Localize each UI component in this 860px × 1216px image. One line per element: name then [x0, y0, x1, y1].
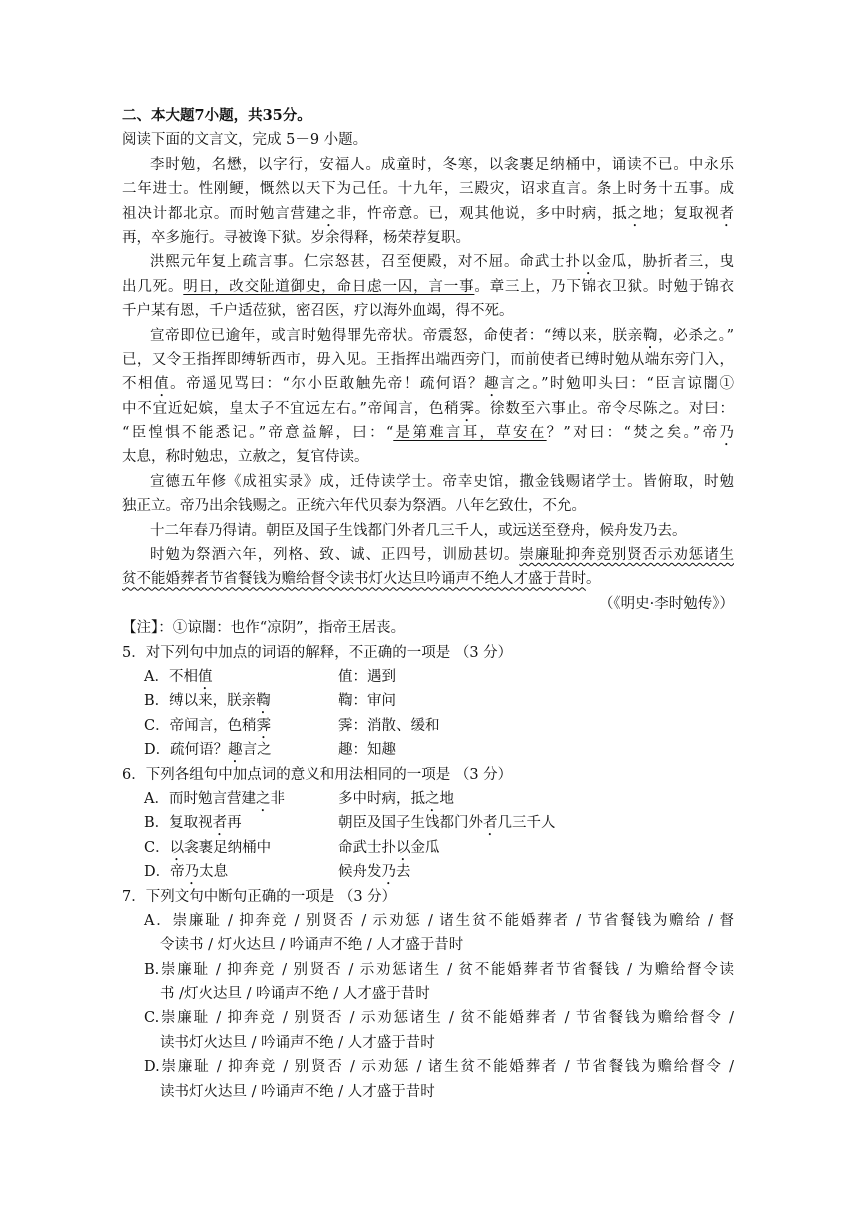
- text-run: 言之。”时勉叩头曰：“臣言谅闇①: [500, 376, 735, 393]
- underlined-sentence: 明日，改交阯道御史，命日虑一囚，言一事: [183, 278, 475, 295]
- text-run: 洪熙元年复上疏言事。仁宗怒甚，召至便殿，对不屈。命武士扑: [150, 254, 581, 271]
- option-b: B．缚以来，朕亲鞫 鞫：审问: [144, 693, 396, 710]
- passage-line: [122, 470, 734, 494]
- dotted-word: 趣: [484, 376, 501, 393]
- passage-line: [122, 177, 734, 201]
- underlined-sentence: 是第难言耳，草安在: [393, 425, 547, 442]
- passage-line: [122, 421, 734, 445]
- dotted-word: 者: [719, 205, 735, 222]
- text-run: 金瓜，胁折者三，曳: [596, 254, 735, 271]
- text-run: 中不宜近妃嫔，皇太子不宜远左右。”帝闻言，色稍: [122, 400, 460, 417]
- text-run: 地；复取视: [642, 205, 720, 222]
- option-d: D．疏何语？趣言之 趣：知趣: [144, 742, 396, 759]
- option-b: B.崇廉耻 / 抑奔竞 / 别贤否 / 示劝惩诸生 / 贫不能婚葬者节省餐钱 / 为赡给督令读: [144, 961, 734, 978]
- option-d-cont: 读书灯火达旦 / 吟诵声不绝 / 人才盛于昔时: [160, 1083, 435, 1100]
- passage-paragraph-3: [122, 324, 734, 470]
- text-run: 再，卒多施行。寻被谗下狱。岁余得释，杨荣荐复职。: [122, 229, 470, 246]
- wavy-underlined-text: 崇廉耻抑奔竞别贤否示劝惩诸生: [519, 547, 734, 564]
- dotted-word: 趣: [228, 742, 243, 759]
- instructions: 阅读下面的文言文，完成 5－9 小题。: [122, 132, 368, 149]
- dotted-word: 值: [154, 376, 171, 393]
- text-run: 。帝遥见骂曰：“尔小臣敢触先帝！疏何语？: [170, 376, 485, 393]
- option-c: C．帝闻言，色稍霁 霁：消散、缓和: [144, 717, 440, 734]
- passage-paragraph-2: [122, 250, 734, 323]
- text-run: ？”对曰：“焚之矣。”帝: [546, 425, 720, 442]
- passage-line: [122, 202, 734, 226]
- passage-line: [122, 372, 734, 396]
- option-d: D．帝乃太息 候舟发乃去: [144, 864, 411, 881]
- passage-paragraph-6: [122, 543, 734, 592]
- text-run: 独正立。帝乃出余钱赐之。正统六年代贝泰为祭酒。八年乞致仕，不允。: [122, 498, 586, 515]
- option-c-cont: 读书灯火达旦 / 吟诵声不绝 / 人才盛于昔时: [160, 1034, 435, 1051]
- passage-line: [122, 348, 734, 372]
- question-7: [122, 885, 734, 1105]
- passage-line: [122, 299, 734, 323]
- dotted-word: 之: [255, 790, 271, 807]
- text-run: ，必杀之。”: [658, 327, 734, 344]
- text-run: 宣德五年修《成祖实录》成，迁侍读学士。帝幸史馆，撒金钱赐诸学士。皆俯取，时勉: [150, 473, 734, 490]
- passage-paragraph-4: [122, 470, 734, 519]
- question-stem: 7．下列文句中断句正确的一项是 （3 分）: [122, 888, 397, 905]
- question-stem: 6．下列各组句中加点词的意义和用法相同的一项是 （3 分）: [122, 766, 513, 783]
- dotted-word: 鞫: [256, 693, 271, 710]
- text-run: 。徐数至六事止。帝令尽陈之。对曰：: [474, 400, 734, 417]
- passage-line: [122, 567, 734, 591]
- question-stem: 5．对下列句中加点的词语的解释，不正确的一项是 （3 分）: [122, 644, 513, 661]
- text-run: 出几死。: [122, 278, 184, 295]
- passage-line: [122, 226, 734, 250]
- passage-line: [122, 519, 734, 543]
- option-a: A．崇廉耻 / 抑奔竞 / 别贤否 / 示劝惩 / 诸生贫不能婚葬者 / 节省餐钱为赡给 / 督: [144, 912, 734, 929]
- passage-line: [122, 494, 734, 518]
- document-page: [122, 104, 734, 1104]
- text-run: 二年进士。性刚鲠，慨然以天下为己任。十九年，三殿灾，诏求直言。条上时务十五事。成: [122, 181, 734, 198]
- passage-paragraph-5: [122, 519, 734, 543]
- passage-line: [122, 153, 734, 177]
- text-run: 宣帝即位已逾年，或言时勉得罪先帝状。帝震怒，命使者：“缚以来，朕亲: [150, 327, 643, 344]
- dotted-word: 以: [169, 839, 185, 856]
- passage-line: [122, 397, 734, 421]
- question-5: [122, 641, 734, 763]
- text-run: 李时勉，名懋，以字行，安福人。成童时，冬寒，以衾裹足纳桶中，诵读不已。中永乐: [150, 156, 734, 173]
- passage-line: [122, 275, 734, 299]
- dotted-word: 霁: [459, 400, 475, 417]
- text-run: 。章三上，乃下锦衣卫狱。时勉于锦衣: [474, 278, 735, 295]
- passage-source: （《明史·李时勉传》）: [598, 595, 734, 612]
- text-run: 非，忤帝意。已，观其他说，多中时病，抵: [336, 205, 628, 222]
- text-run: 。: [586, 571, 601, 588]
- passage-line: [122, 543, 734, 567]
- dotted-word: 之: [321, 205, 337, 222]
- text-run: 祖决计都北京。而时勉言营建: [122, 205, 322, 222]
- passage-line: [122, 250, 734, 274]
- dotted-word: 霁: [256, 717, 272, 734]
- option-c: C．以衾裹足纳桶中 命武士扑以金瓜: [144, 839, 440, 856]
- option-c: C.崇廉耻 / 抑奔竞 / 别贤否 / 示劝惩诸生 / 贫不能婚葬者 / 节省餐钱为赡给督令 /: [144, 1010, 734, 1027]
- passage-line: [122, 445, 734, 469]
- dotted-word: 以: [580, 254, 597, 271]
- dotted-word: 鞫: [642, 327, 659, 344]
- dotted-word: 乃: [184, 864, 200, 881]
- section-header: 二、本大题7小题，共35分。: [122, 107, 312, 124]
- option-a-cont: 令读书 / 灯火达旦 / 吟诵声不绝 / 人才盛于昔时: [160, 937, 464, 954]
- footnote: 【注】：①谅闇：也作“凉阴”，指帝王居丧。: [122, 620, 406, 637]
- option-b: B．复取视者再 朝臣及国子生饯都门外者几三千人: [144, 815, 556, 832]
- text-run: 十二年春乃得请。朝臣及国子生饯都门外者几三千人，或远送至登舟，候舟发乃去。: [150, 522, 687, 539]
- text-run: 已，又令王指挥即缚斩西市，毋入见。王指挥出端西旁门，而前使者已缚时勉从端东旁门入，: [122, 351, 734, 368]
- text-run: 千户某有恩，千户适莅狱，密召医，疗以海外血竭，得不死。: [122, 303, 514, 320]
- dotted-word: 乃: [381, 864, 396, 881]
- wavy-underlined-text: 贫不能婚葬者节省餐钱为赡给督令读书灯火达旦吟诵声不绝人才盛于昔时: [122, 571, 586, 588]
- dotted-word: 者: [483, 815, 498, 832]
- dotted-word: 以: [396, 839, 411, 856]
- text-run: 时勉为祭酒六年，列格、致、诚、正四号，训励甚切。: [150, 547, 520, 564]
- passage-paragraph-1: [122, 153, 734, 251]
- dotted-word: 乃: [719, 425, 734, 442]
- text-run: 太息，称时勉忠，立赦之，复官侍读。: [122, 449, 369, 466]
- option-d: D.崇廉耻 / 抑奔竞 / 别贤否 / 示劝惩 / 诸生贫不能婚葬者 / 节省餐钱为赡给督令 /: [144, 1059, 734, 1076]
- option-a: A．不相值 值：遇到: [144, 668, 396, 685]
- dotted-word: 之: [627, 205, 643, 222]
- dotted-word: 之: [425, 790, 440, 807]
- text-run: “臣惶惧不能悉记。”帝意益解，曰：“: [122, 425, 394, 442]
- text-run: 不相: [122, 376, 155, 393]
- option-b-cont: 书 /灯火达旦 / 吟诵声不绝 / 人才盛于昔时: [160, 986, 430, 1003]
- dotted-word: 者: [212, 815, 228, 832]
- passage-line: [122, 324, 734, 348]
- dotted-word: 值: [197, 668, 213, 685]
- option-a: A．而时勉言营建之非 多中时病，抵之地: [144, 790, 454, 807]
- question-6: [122, 763, 734, 885]
